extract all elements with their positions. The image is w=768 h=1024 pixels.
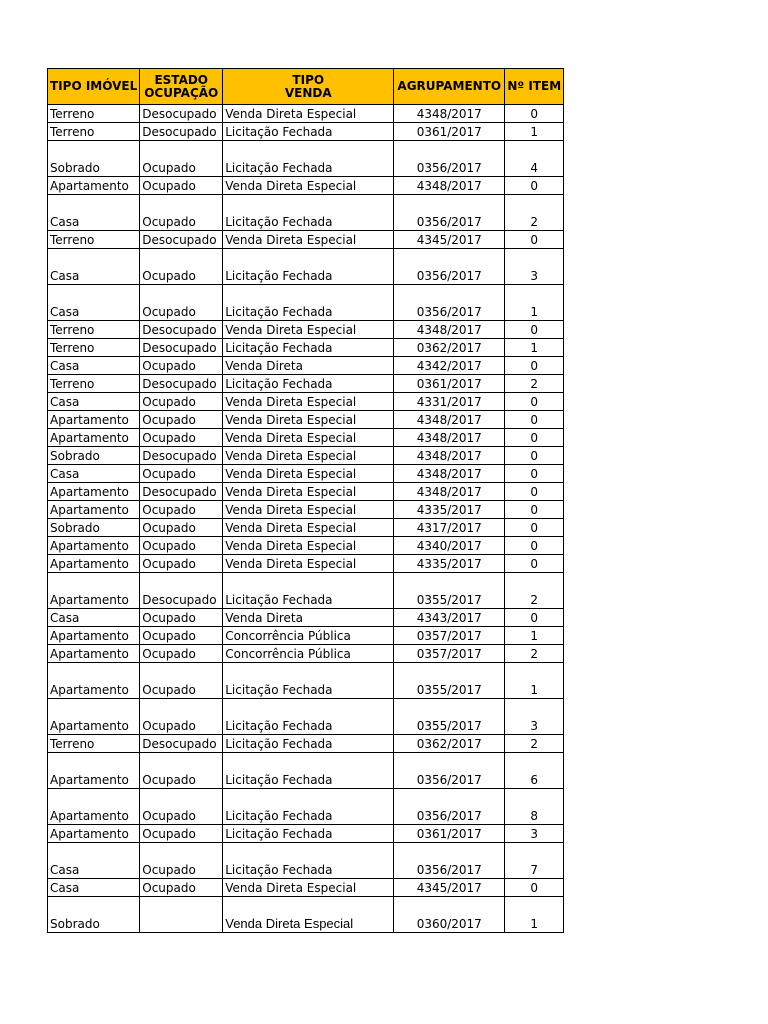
cell-n-item: 4 xyxy=(505,141,564,177)
cell-tipo-imovel: Terreno xyxy=(48,321,140,339)
table-row xyxy=(48,789,564,825)
cell-n-item: 0 xyxy=(505,429,564,447)
cell-tipo-imovel: Apartamento xyxy=(48,411,140,429)
table-row xyxy=(48,519,564,537)
cell-tipo-imovel: Casa xyxy=(48,609,140,627)
cell-agrupamento: 4335/2017 xyxy=(394,501,505,519)
table-row xyxy=(48,663,564,699)
table-row xyxy=(48,105,564,123)
cell-tipo-venda: Licitação Fechada xyxy=(223,141,394,177)
cell-agrupamento: 0357/2017 xyxy=(394,645,505,663)
cell-tipo-imovel: Apartamento xyxy=(48,627,140,645)
cell-tipo-venda: Concorrência Pública xyxy=(223,627,394,645)
cell-estado-ocupacao: Desocupado xyxy=(140,123,223,141)
cell-tipo-venda: Venda Direta xyxy=(223,357,394,375)
cell-n-item: 1 xyxy=(505,285,564,321)
cell-tipo-venda: Venda Direta Especial xyxy=(223,897,394,933)
cell-agrupamento: 0356/2017 xyxy=(394,285,505,321)
cell-agrupamento: 4348/2017 xyxy=(394,105,505,123)
table-row xyxy=(48,699,564,735)
cell-agrupamento: 0361/2017 xyxy=(394,825,505,843)
cell-tipo-venda: Venda Direta Especial xyxy=(223,501,394,519)
cell-tipo-venda: Venda Direta Especial xyxy=(223,519,394,537)
col-header-tipo-venda: TIPO VENDA xyxy=(223,69,394,105)
cell-estado-ocupacao: Desocupado xyxy=(140,483,223,501)
cell-estado-ocupacao xyxy=(140,897,223,933)
table-row xyxy=(48,645,564,663)
cell-agrupamento: 4348/2017 xyxy=(394,177,505,195)
cell-n-item: 0 xyxy=(505,537,564,555)
cell-tipo-imovel: Casa xyxy=(48,285,140,321)
cell-agrupamento: 0362/2017 xyxy=(394,735,505,753)
cell-agrupamento: 4348/2017 xyxy=(394,447,505,465)
cell-estado-ocupacao: Desocupado xyxy=(140,375,223,393)
property-table xyxy=(47,68,564,933)
cell-tipo-imovel: Apartamento xyxy=(48,645,140,663)
table-row xyxy=(48,501,564,519)
cell-n-item: 0 xyxy=(505,231,564,249)
cell-n-item: 2 xyxy=(505,645,564,663)
cell-agrupamento: 0361/2017 xyxy=(394,375,505,393)
cell-agrupamento: 4342/2017 xyxy=(394,357,505,375)
cell-n-item: 8 xyxy=(505,789,564,825)
cell-tipo-imovel: Terreno xyxy=(48,231,140,249)
cell-tipo-imovel: Casa xyxy=(48,357,140,375)
cell-tipo-imovel: Apartamento xyxy=(48,753,140,789)
header-row xyxy=(48,69,564,105)
cell-n-item: 1 xyxy=(505,627,564,645)
col-header-estado-ocupacao: ESTADO OCUPAÇÃO xyxy=(140,69,223,105)
cell-tipo-imovel: Terreno xyxy=(48,339,140,357)
cell-tipo-imovel: Apartamento xyxy=(48,537,140,555)
cell-estado-ocupacao: Ocupado xyxy=(140,411,223,429)
table-row xyxy=(48,429,564,447)
cell-n-item: 0 xyxy=(505,393,564,411)
cell-n-item: 0 xyxy=(505,609,564,627)
cell-estado-ocupacao: Ocupado xyxy=(140,465,223,483)
cell-estado-ocupacao: Ocupado xyxy=(140,843,223,879)
cell-estado-ocupacao: Ocupado xyxy=(140,195,223,231)
cell-n-item: 0 xyxy=(505,519,564,537)
cell-n-item: 0 xyxy=(505,357,564,375)
cell-agrupamento: 4340/2017 xyxy=(394,537,505,555)
cell-tipo-venda: Venda Direta Especial xyxy=(223,429,394,447)
cell-agrupamento: 0356/2017 xyxy=(394,843,505,879)
cell-estado-ocupacao: Desocupado xyxy=(140,735,223,753)
table-row xyxy=(48,573,564,609)
cell-tipo-venda: Venda Direta Especial xyxy=(223,879,394,897)
cell-n-item: 2 xyxy=(505,573,564,609)
cell-tipo-imovel: Apartamento xyxy=(48,789,140,825)
table-row xyxy=(48,483,564,501)
cell-tipo-venda: Licitação Fechada xyxy=(223,375,394,393)
cell-n-item: 3 xyxy=(505,825,564,843)
cell-agrupamento: 4348/2017 xyxy=(394,483,505,501)
cell-n-item: 0 xyxy=(505,501,564,519)
cell-tipo-venda: Licitação Fechada xyxy=(223,123,394,141)
cell-tipo-venda: Venda Direta Especial xyxy=(223,177,394,195)
table-row xyxy=(48,447,564,465)
cell-tipo-imovel: Apartamento xyxy=(48,429,140,447)
cell-tipo-imovel: Apartamento xyxy=(48,177,140,195)
table-body xyxy=(48,105,564,933)
cell-tipo-venda: Licitação Fechada xyxy=(223,573,394,609)
table-row xyxy=(48,141,564,177)
cell-tipo-venda: Venda Direta Especial xyxy=(223,105,394,123)
cell-agrupamento: 0356/2017 xyxy=(394,195,505,231)
cell-tipo-venda: Licitação Fechada xyxy=(223,735,394,753)
cell-estado-ocupacao: Desocupado xyxy=(140,105,223,123)
cell-n-item: 0 xyxy=(505,879,564,897)
cell-tipo-venda: Venda Direta Especial xyxy=(223,483,394,501)
table-row xyxy=(48,339,564,357)
cell-tipo-venda: Venda Direta Especial xyxy=(223,393,394,411)
cell-tipo-venda: Licitação Fechada xyxy=(223,339,394,357)
cell-tipo-venda: Venda Direta Especial xyxy=(223,447,394,465)
cell-tipo-imovel: Terreno xyxy=(48,123,140,141)
cell-agrupamento: 4348/2017 xyxy=(394,429,505,447)
cell-estado-ocupacao: Desocupado xyxy=(140,231,223,249)
table-row xyxy=(48,321,564,339)
cell-estado-ocupacao: Ocupado xyxy=(140,537,223,555)
cell-n-item: 0 xyxy=(505,105,564,123)
table-row xyxy=(48,465,564,483)
cell-estado-ocupacao: Ocupado xyxy=(140,249,223,285)
table-row xyxy=(48,537,564,555)
cell-tipo-imovel: Casa xyxy=(48,465,140,483)
table-row xyxy=(48,195,564,231)
table-row xyxy=(48,879,564,897)
cell-tipo-venda: Licitação Fechada xyxy=(223,789,394,825)
cell-agrupamento: 4345/2017 xyxy=(394,231,505,249)
cell-agrupamento: 0360/2017 xyxy=(394,897,505,933)
cell-tipo-imovel: Casa xyxy=(48,195,140,231)
col-header-tipo-imovel: TIPO IMÓVEL xyxy=(48,69,140,105)
cell-estado-ocupacao: Ocupado xyxy=(140,825,223,843)
cell-tipo-venda: Licitação Fechada xyxy=(223,663,394,699)
cell-agrupamento: 0356/2017 xyxy=(394,249,505,285)
cell-agrupamento: 0355/2017 xyxy=(394,663,505,699)
cell-agrupamento: 4345/2017 xyxy=(394,879,505,897)
cell-estado-ocupacao: Ocupado xyxy=(140,357,223,375)
cell-agrupamento: 0356/2017 xyxy=(394,789,505,825)
cell-estado-ocupacao: Desocupado xyxy=(140,447,223,465)
cell-n-item: 0 xyxy=(505,447,564,465)
cell-estado-ocupacao: Ocupado xyxy=(140,609,223,627)
cell-n-item: 1 xyxy=(505,123,564,141)
cell-n-item: 2 xyxy=(505,735,564,753)
table-row xyxy=(48,753,564,789)
cell-estado-ocupacao: Ocupado xyxy=(140,789,223,825)
cell-estado-ocupacao: Desocupado xyxy=(140,573,223,609)
cell-agrupamento: 0356/2017 xyxy=(394,753,505,789)
cell-tipo-imovel: Casa xyxy=(48,393,140,411)
table-row xyxy=(48,123,564,141)
cell-tipo-imovel: Apartamento xyxy=(48,825,140,843)
cell-estado-ocupacao: Ocupado xyxy=(140,285,223,321)
cell-n-item: 1 xyxy=(505,897,564,933)
table-row xyxy=(48,231,564,249)
cell-tipo-venda: Concorrência Pública xyxy=(223,645,394,663)
cell-agrupamento: 4317/2017 xyxy=(394,519,505,537)
table-row xyxy=(48,609,564,627)
cell-tipo-imovel: Sobrado xyxy=(48,897,140,933)
cell-estado-ocupacao: Ocupado xyxy=(140,519,223,537)
col-header-n-item: Nº ITEM xyxy=(505,69,564,105)
cell-agrupamento: 4335/2017 xyxy=(394,555,505,573)
cell-estado-ocupacao: Ocupado xyxy=(140,177,223,195)
cell-tipo-venda: Venda Direta Especial xyxy=(223,537,394,555)
cell-tipo-imovel: Casa xyxy=(48,249,140,285)
cell-agrupamento: 4348/2017 xyxy=(394,465,505,483)
cell-n-item: 0 xyxy=(505,555,564,573)
table-row xyxy=(48,177,564,195)
cell-tipo-imovel: Terreno xyxy=(48,105,140,123)
cell-tipo-venda: Licitação Fechada xyxy=(223,843,394,879)
cell-tipo-venda: Licitação Fechada xyxy=(223,195,394,231)
cell-n-item: 2 xyxy=(505,195,564,231)
cell-n-item: 6 xyxy=(505,753,564,789)
cell-tipo-venda: Venda Direta Especial xyxy=(223,321,394,339)
cell-agrupamento: 4348/2017 xyxy=(394,411,505,429)
table-row xyxy=(48,357,564,375)
cell-estado-ocupacao: Ocupado xyxy=(140,501,223,519)
cell-estado-ocupacao: Desocupado xyxy=(140,321,223,339)
cell-agrupamento: 4348/2017 xyxy=(394,321,505,339)
cell-estado-ocupacao: Ocupado xyxy=(140,627,223,645)
cell-tipo-imovel: Apartamento xyxy=(48,663,140,699)
cell-tipo-venda: Licitação Fechada xyxy=(223,249,394,285)
cell-n-item: 1 xyxy=(505,339,564,357)
cell-estado-ocupacao: Desocupado xyxy=(140,339,223,357)
cell-n-item: 0 xyxy=(505,177,564,195)
cell-n-item: 7 xyxy=(505,843,564,879)
col-header-agrupamento: AGRUPAMENTO xyxy=(394,69,505,105)
cell-tipo-imovel: Sobrado xyxy=(48,447,140,465)
cell-tipo-venda: Venda Direta Especial xyxy=(223,555,394,573)
cell-tipo-imovel: Sobrado xyxy=(48,141,140,177)
cell-tipo-imovel: Apartamento xyxy=(48,573,140,609)
cell-n-item: 0 xyxy=(505,465,564,483)
table-row xyxy=(48,843,564,879)
cell-agrupamento: 0356/2017 xyxy=(394,141,505,177)
cell-tipo-venda: Venda Direta Especial xyxy=(223,411,394,429)
cell-agrupamento: 0355/2017 xyxy=(394,573,505,609)
cell-estado-ocupacao: Ocupado xyxy=(140,753,223,789)
cell-n-item: 3 xyxy=(505,249,564,285)
cell-tipo-imovel: Sobrado xyxy=(48,519,140,537)
cell-agrupamento: 0355/2017 xyxy=(394,699,505,735)
table-row xyxy=(48,627,564,645)
cell-tipo-imovel: Terreno xyxy=(48,375,140,393)
cell-estado-ocupacao: Ocupado xyxy=(140,393,223,411)
table-row xyxy=(48,249,564,285)
table-row xyxy=(48,555,564,573)
cell-agrupamento: 0361/2017 xyxy=(394,123,505,141)
table-row xyxy=(48,393,564,411)
cell-estado-ocupacao: Ocupado xyxy=(140,879,223,897)
cell-tipo-venda: Licitação Fechada xyxy=(223,753,394,789)
cell-agrupamento: 0362/2017 xyxy=(394,339,505,357)
cell-tipo-venda: Venda Direta Especial xyxy=(223,465,394,483)
cell-tipo-venda: Licitação Fechada xyxy=(223,285,394,321)
cell-n-item: 0 xyxy=(505,483,564,501)
cell-tipo-venda: Licitação Fechada xyxy=(223,825,394,843)
cell-tipo-imovel: Casa xyxy=(48,843,140,879)
cell-estado-ocupacao: Ocupado xyxy=(140,645,223,663)
cell-n-item: 3 xyxy=(505,699,564,735)
table-row xyxy=(48,411,564,429)
cell-tipo-imovel: Apartamento xyxy=(48,555,140,573)
cell-n-item: 0 xyxy=(505,411,564,429)
cell-estado-ocupacao: Ocupado xyxy=(140,555,223,573)
cell-n-item: 2 xyxy=(505,375,564,393)
cell-n-item: 1 xyxy=(505,663,564,699)
cell-tipo-venda: Venda Direta Especial xyxy=(223,231,394,249)
cell-tipo-venda: Venda Direta xyxy=(223,609,394,627)
cell-agrupamento: 4331/2017 xyxy=(394,393,505,411)
cell-estado-ocupacao: Ocupado xyxy=(140,663,223,699)
cell-estado-ocupacao: Ocupado xyxy=(140,429,223,447)
cell-tipo-imovel: Apartamento xyxy=(48,699,140,735)
table-row xyxy=(48,897,564,933)
table-row xyxy=(48,825,564,843)
cell-estado-ocupacao: Ocupado xyxy=(140,141,223,177)
cell-estado-ocupacao: Ocupado xyxy=(140,699,223,735)
cell-tipo-imovel: Apartamento xyxy=(48,501,140,519)
cell-n-item: 0 xyxy=(505,321,564,339)
cell-agrupamento: 4343/2017 xyxy=(394,609,505,627)
table-row xyxy=(48,375,564,393)
cell-tipo-imovel: Casa xyxy=(48,879,140,897)
cell-agrupamento: 0357/2017 xyxy=(394,627,505,645)
cell-tipo-imovel: Terreno xyxy=(48,735,140,753)
cell-tipo-venda: Licitação Fechada xyxy=(223,699,394,735)
table-row xyxy=(48,285,564,321)
table-row xyxy=(48,735,564,753)
cell-tipo-imovel: Apartamento xyxy=(48,483,140,501)
